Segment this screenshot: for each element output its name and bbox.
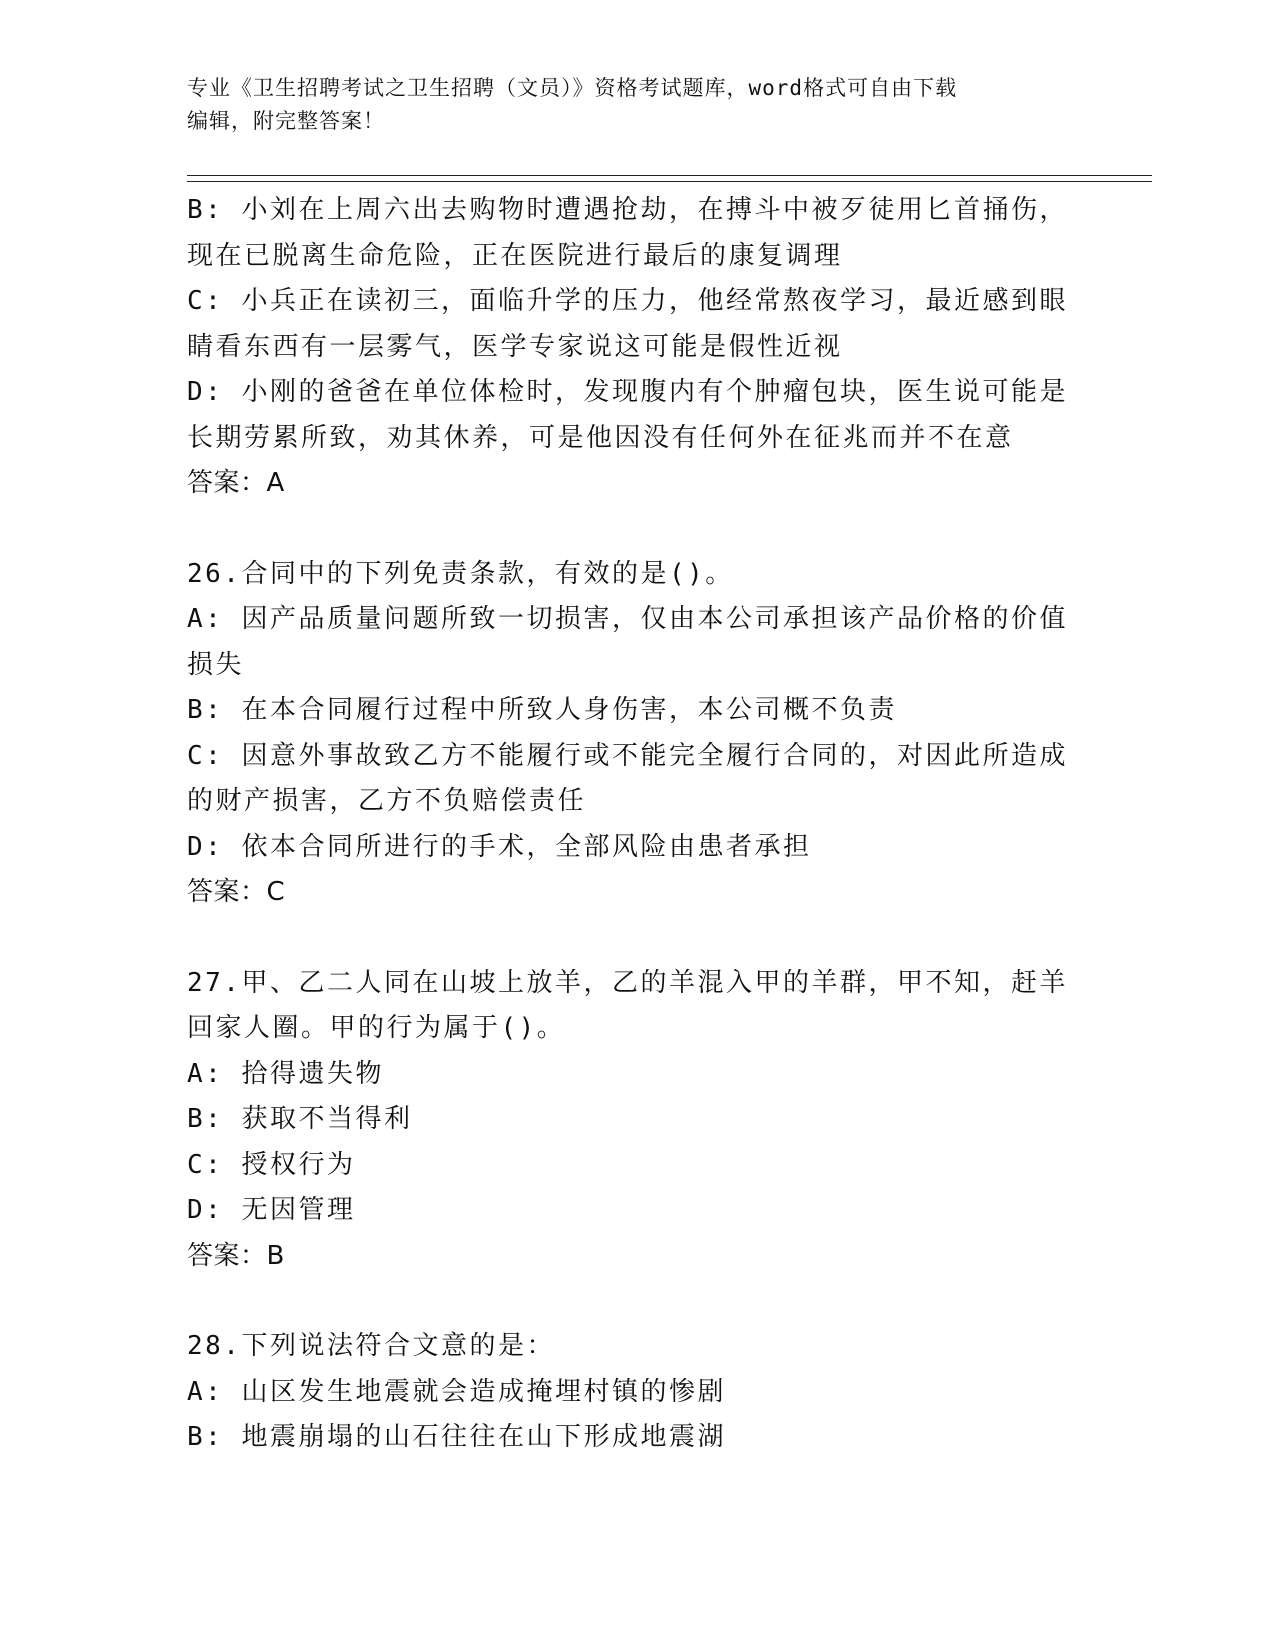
q26-option-c-line-2: 的财产损害，乙方不负赔偿责任 — [187, 786, 587, 816]
q27-question-line-1: 27.甲、乙二人同在山坡上放羊，乙的羊混入甲的羊群，甲不知，赶羊 — [187, 967, 1068, 998]
q28-question: 28.下列说法符合文意的是： — [187, 1331, 555, 1361]
section-gap — [187, 507, 1087, 552]
q27-option-c: C: 授权行为 — [187, 1149, 356, 1180]
q26-option-a-line-2: 损失 — [187, 649, 245, 680]
header-divider-top — [187, 175, 1152, 176]
q26-option-c-line-1: C: 因意外事故致乙方不能履行或不能完全履行合同的，对因此所造成 — [187, 740, 1068, 771]
q27-option-a: A: 拾得遗失物 — [187, 1058, 384, 1089]
q25-option-b-line-2: 现在已脱离生命危险，正在医院进行最后的康复调理 — [187, 240, 843, 271]
q26-option-b: B: 在本合同履行过程中所致人身伤害，本公司概不负责 — [187, 695, 897, 725]
q28-option-b: B: 地震崩塌的山石往往在山下形成地震湖 — [187, 1422, 726, 1452]
header-line-1: 专业《卫生招聘考试之卫生招聘（文员）》资格考试题库，word格式可自由下载 — [187, 76, 958, 100]
q26-question: 26.合同中的下列免责条款，有效的是()。 — [187, 558, 734, 589]
q25-option-b-line-1: B: 小刘在上周六出去购物时遭遇抢劫，在搏斗中被歹徒用匕首捅伤， — [187, 195, 1068, 225]
section-gap — [187, 1279, 1087, 1324]
section-gap — [187, 916, 1087, 961]
question-25-block — [187, 188, 1087, 507]
document-header — [187, 72, 1067, 138]
question-27-block — [187, 961, 1087, 1280]
q25-option-c-line-1: C: 小兵正在读初三，面临升学的压力，他经常熬夜学习，最近感到眼 — [187, 286, 1068, 316]
q28-option-a: A: 山区发生地震就会造成掩埋村镇的惨剧 — [187, 1376, 726, 1407]
q27-answer: 答案：B — [187, 1240, 285, 1271]
q25-option-c-line-2: 睛看东西有一层雾气，医学专家说这可能是假性近视 — [187, 331, 843, 362]
q25-answer: 答案：A — [187, 468, 285, 498]
q27-option-b: B: 获取不当得利 — [187, 1104, 413, 1134]
q25-option-d-line-1: D: 小刚的爸爸在单位体检时，发现腹内有个肿瘤包块，医生说可能是 — [187, 377, 1068, 407]
q26-option-d: D: 依本合同所进行的手术，全部风险由患者承担 — [187, 831, 812, 862]
question-content — [187, 188, 1087, 1461]
header-line-2: 编辑，附完整答案！ — [187, 109, 385, 133]
q26-answer: 答案：C — [187, 877, 286, 907]
question-28-block — [187, 1324, 1087, 1461]
q27-question-line-2: 回家人圈。甲的行为属于()。 — [187, 1013, 566, 1043]
q25-option-d-line-2: 长期劳累所致，劝其休养，可是他因没有任何外在征兆而并不在意 — [187, 422, 1014, 453]
question-26-block — [187, 552, 1087, 916]
header-divider-bottom — [187, 181, 1152, 182]
q26-option-a-line-1: A: 因产品质量问题所致一切损害，仅由本公司承担该产品价格的价值 — [187, 604, 1068, 634]
q27-option-d: D: 无因管理 — [187, 1195, 356, 1225]
